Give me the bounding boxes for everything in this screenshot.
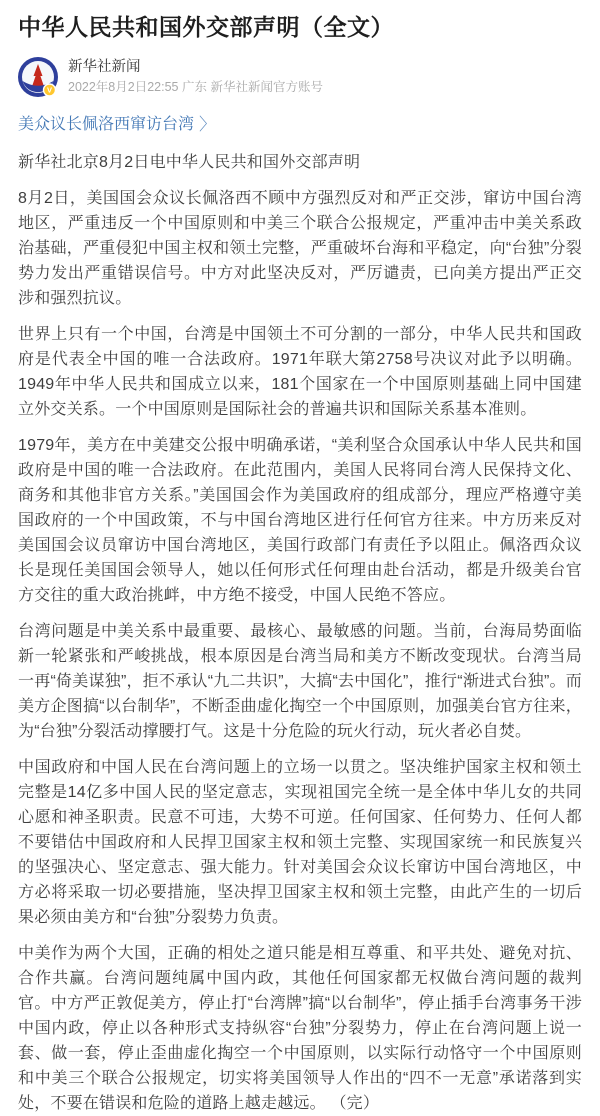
svg-text:V: V [46,85,53,95]
chevron-right-icon: 〉 [199,114,217,134]
author-info [68,58,323,96]
avatar[interactable] [18,57,58,97]
verified-badge-icon [44,84,56,96]
article-paragraph: 世界上只有一个中国，台湾是中国领土不可分割的一部分，中华人民共和国政府是代表全中国的唯一合法政府。1971年联大第2758号决议对此予以明确。1949年中华人民共和国成立以来，181个国家在一个中国原则基础上同中国建立外交关系。一个中国原则是国际社会的普遍共识和国际关系基本准则。 [18,326,582,418]
topic-link[interactable] [18,114,216,136]
xinhua-logo-icon [18,57,58,97]
author-meta: 2022年8月2日22:55 广东 新华社新闻官方账号 [68,80,323,94]
article-body [18,150,582,1116]
article-paragraph: 1979年，美方在中美建交公报中明确承诺，“美利坚合众国承认中华人民共和国政府是中国的唯一合法政府。在此范围内，美国人民将同台湾人民保持文化、商务和其他非官方关系。”美国国会作为美国政府的组成部分，理应严格遵守美国政府的一个中国政策，不与中国台湾地区进行任何官方往来。中方历来反对美国国会议员窜访中国台湾地区，美国行政部门有责任予以阻止。佩洛西众议长是现任美国国会领导人，她以任何形式任何理由赴台活动，都是升级美台官方交往的重大政治挑衅，中方绝不接受，中国人民绝不答应。 [18,437,582,604]
author-card[interactable] [18,57,582,97]
author-name[interactable]: 新华社新闻 [68,59,141,75]
page-title: 中华人民共和国外交部声明（全文） [18,14,394,40]
article-paragraph: 中国政府和中国人民在台湾问题上的立场一以贯之。坚决维护国家主权和领土完整是14亿多中国人民的坚定意志，实现祖国完全统一是全体中华儿女的共同心愿和神圣职责。民意不可违，大势不可逆。任何国家、任何势力、任何人都不要错估中国政府和人民捍卫国家主权和领土完整、实现国家统一和民族复兴的坚强决心、坚定意志、强大能力。针对美国会众议长窜访中国台湾地区，中方必将采取一切必要措施，坚决捍卫国家主权和领土完整，由此产生的一切后果必须由美方和“台独”分裂势力负责。 [18,759,582,926]
article-paragraph: 新华社北京8月2日电中华人民共和国外交部声明 [18,154,361,171]
article-paragraph: 中美作为两个大国，正确的相处之道只能是相互尊重、和平共处、避免对抗、合作共赢。台湾问题纯属中国内政，其他任何国家都无权做台湾问题的裁判官。中方严正敦促美方，停止打“台湾牌”搞“以台制华”，停止插手台湾事务干涉中国内政，停止以各种形式支持纵容“台独”分裂势力，停止在台湾问题上说一套、做一套，停止歪曲虚化掏空一个中国原则，以实际行动恪守一个中国原则和中美三个联合公报规定，切实将美国领导人作出的“四不一无意”承诺落到实处，不要在错误和危险的道路上越走越远。 （完） [18,945,582,1112]
article-paragraph: 台湾问题是中美关系中最重要、最核心、最敏感的问题。当前，台海局势面临新一轮紧张和严峻挑战，根本原因是台湾当局和美方不断改变现状。台湾当局一再“倚美谋独”，拒不承认“九二共识”，大搞“去中国化”，推行“渐进式台独”。而美方企图搞“以台制华”，不断歪曲虚化掏空一个中国原则，加强美台官方往来，为“台独”分裂活动撑腰打气。这是十分危险的玩火行动，玩火者必自焚。 [18,623,582,740]
topic-link-label: 美众议长佩洛西窜访台湾 [18,116,195,133]
article-paragraph: 8月2日，美国国会众议长佩洛西不顾中方强烈反对和严正交涉，窜访中国台湾地区，严重违反一个中国原则和中美三个联合公报规定，严重冲击中美关系政治基础，严重侵犯中国主权和领土完整，严重破坏台海和平稳定，向“台独”分裂势力发出严重错误信号。中方对此坚决反对，严厉谴责，已向美方提出严正交涉和强烈抗议。 [18,190,582,307]
